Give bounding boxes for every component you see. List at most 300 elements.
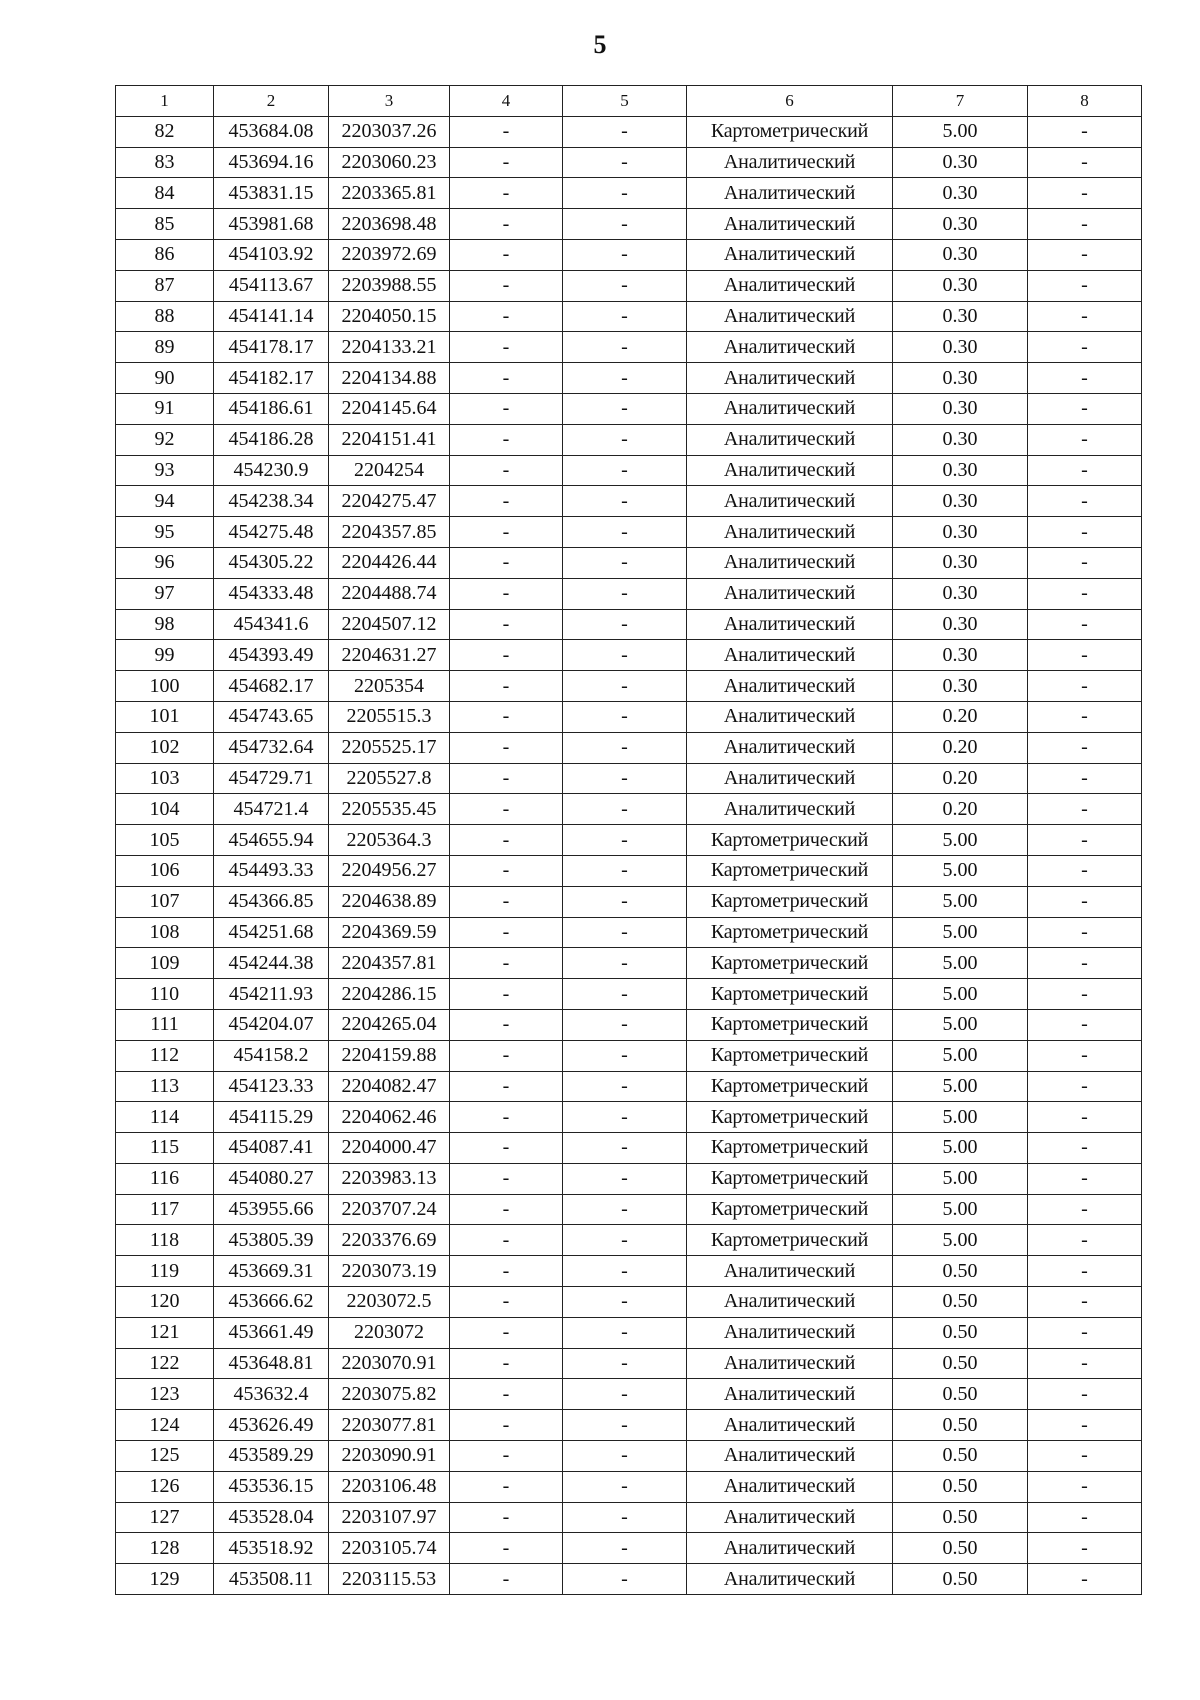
point-number-cell: 126	[116, 1471, 214, 1502]
table-row	[116, 1102, 1142, 1133]
column-5-cell: -	[563, 547, 687, 578]
point-number-cell: 128	[116, 1533, 214, 1564]
column-5-cell: -	[563, 732, 687, 763]
y-coordinate-cell: 2203115.53	[329, 1564, 450, 1595]
column-5-cell: -	[563, 1441, 687, 1472]
column-5-cell: -	[563, 701, 687, 732]
column-4-cell: -	[450, 825, 563, 856]
point-number-cell: 115	[116, 1133, 214, 1164]
table-row	[116, 732, 1142, 763]
y-coordinate-cell: 2203037.26	[329, 116, 450, 147]
accuracy-cell: 0.30	[893, 547, 1028, 578]
table-row	[116, 855, 1142, 886]
column-4-cell: -	[450, 1471, 563, 1502]
x-coordinate-cell: 454493.33	[214, 855, 329, 886]
y-coordinate-cell: 2204956.27	[329, 855, 450, 886]
x-coordinate-cell: 454238.34	[214, 486, 329, 517]
column-5-cell: -	[563, 393, 687, 424]
method-cell: Аналитический	[687, 1502, 893, 1533]
column-8-cell: -	[1028, 178, 1142, 209]
accuracy-cell: 5.00	[893, 1102, 1028, 1133]
column-4-cell: -	[450, 1163, 563, 1194]
column-8-cell: -	[1028, 1194, 1142, 1225]
y-coordinate-cell: 2204488.74	[329, 578, 450, 609]
column-header-1: 1	[116, 86, 214, 117]
table-row	[116, 455, 1142, 486]
table-row	[116, 1256, 1142, 1287]
x-coordinate-cell: 454182.17	[214, 363, 329, 394]
table-row	[116, 917, 1142, 948]
table-row	[116, 1133, 1142, 1164]
y-coordinate-cell: 2203072.5	[329, 1287, 450, 1318]
accuracy-cell: 5.00	[893, 1194, 1028, 1225]
accuracy-cell: 0.30	[893, 147, 1028, 178]
column-5-cell: -	[563, 855, 687, 886]
column-5-cell: -	[563, 825, 687, 856]
y-coordinate-cell: 2204286.15	[329, 979, 450, 1010]
column-8-cell: -	[1028, 1040, 1142, 1071]
table-row	[116, 517, 1142, 548]
y-coordinate-cell: 2204357.81	[329, 948, 450, 979]
column-8-cell: -	[1028, 640, 1142, 671]
method-cell: Аналитический	[687, 763, 893, 794]
accuracy-cell: 5.00	[893, 1133, 1028, 1164]
table-row	[116, 363, 1142, 394]
column-4-cell: -	[450, 209, 563, 240]
y-coordinate-cell: 2204134.88	[329, 363, 450, 394]
y-coordinate-cell: 2205535.45	[329, 794, 450, 825]
x-coordinate-cell: 453661.49	[214, 1317, 329, 1348]
column-8-cell: -	[1028, 855, 1142, 886]
y-coordinate-cell: 2203365.81	[329, 178, 450, 209]
point-number-cell: 92	[116, 424, 214, 455]
column-4-cell: -	[450, 701, 563, 732]
method-cell: Картометрический	[687, 855, 893, 886]
table-row	[116, 1379, 1142, 1410]
column-4-cell: -	[450, 886, 563, 917]
x-coordinate-cell: 453589.29	[214, 1441, 329, 1472]
table-body	[116, 116, 1142, 1594]
table-row	[116, 301, 1142, 332]
y-coordinate-cell: 2204357.85	[329, 517, 450, 548]
header-row	[116, 86, 1142, 117]
table-row	[116, 147, 1142, 178]
method-cell: Аналитический	[687, 239, 893, 270]
column-8-cell: -	[1028, 732, 1142, 763]
y-coordinate-cell: 2203072	[329, 1317, 450, 1348]
method-cell: Аналитический	[687, 332, 893, 363]
table-row	[116, 948, 1142, 979]
table-row	[116, 701, 1142, 732]
table-row	[116, 1441, 1142, 1472]
column-4-cell: -	[450, 609, 563, 640]
column-8-cell: -	[1028, 1009, 1142, 1040]
coordinates-table	[115, 85, 1142, 1595]
column-8-cell: -	[1028, 1071, 1142, 1102]
x-coordinate-cell: 454655.94	[214, 825, 329, 856]
table-row	[116, 116, 1142, 147]
column-4-cell: -	[450, 578, 563, 609]
table-row	[116, 1502, 1142, 1533]
x-coordinate-cell: 453632.4	[214, 1379, 329, 1410]
y-coordinate-cell: 2205364.3	[329, 825, 450, 856]
x-coordinate-cell: 454393.49	[214, 640, 329, 671]
accuracy-cell: 0.30	[893, 578, 1028, 609]
accuracy-cell: 5.00	[893, 979, 1028, 1010]
x-coordinate-cell: 454333.48	[214, 578, 329, 609]
x-coordinate-cell: 454141.14	[214, 301, 329, 332]
column-4-cell: -	[450, 1379, 563, 1410]
column-4-cell: -	[450, 1317, 563, 1348]
accuracy-cell: 0.30	[893, 517, 1028, 548]
table-row	[116, 1410, 1142, 1441]
point-number-cell: 129	[116, 1564, 214, 1595]
column-5-cell: -	[563, 1163, 687, 1194]
column-5-cell: -	[563, 178, 687, 209]
point-number-cell: 112	[116, 1040, 214, 1071]
accuracy-cell: 0.50	[893, 1379, 1028, 1410]
column-4-cell: -	[450, 671, 563, 702]
column-5-cell: -	[563, 794, 687, 825]
column-5-cell: -	[563, 1348, 687, 1379]
point-number-cell: 95	[116, 517, 214, 548]
column-header-8: 8	[1028, 86, 1142, 117]
method-cell: Картометрический	[687, 917, 893, 948]
column-4-cell: -	[450, 1225, 563, 1256]
method-cell: Аналитический	[687, 794, 893, 825]
y-coordinate-cell: 2204082.47	[329, 1071, 450, 1102]
column-8-cell: -	[1028, 1163, 1142, 1194]
y-coordinate-cell: 2203988.55	[329, 270, 450, 301]
y-coordinate-cell: 2203972.69	[329, 239, 450, 270]
column-5-cell: -	[563, 671, 687, 702]
column-4-cell: -	[450, 1071, 563, 1102]
x-coordinate-cell: 453518.92	[214, 1533, 329, 1564]
column-5-cell: -	[563, 763, 687, 794]
y-coordinate-cell: 2203107.97	[329, 1502, 450, 1533]
column-4-cell: -	[450, 239, 563, 270]
column-5-cell: -	[563, 363, 687, 394]
y-coordinate-cell: 2205354	[329, 671, 450, 702]
x-coordinate-cell: 453981.68	[214, 209, 329, 240]
method-cell: Аналитический	[687, 178, 893, 209]
column-8-cell: -	[1028, 578, 1142, 609]
point-number-cell: 89	[116, 332, 214, 363]
column-8-cell: -	[1028, 825, 1142, 856]
accuracy-cell: 0.20	[893, 794, 1028, 825]
method-cell: Картометрический	[687, 1133, 893, 1164]
method-cell: Аналитический	[687, 1441, 893, 1472]
accuracy-cell: 5.00	[893, 116, 1028, 147]
column-4-cell: -	[450, 1410, 563, 1441]
column-8-cell: -	[1028, 517, 1142, 548]
column-5-cell: -	[563, 886, 687, 917]
accuracy-cell: 0.30	[893, 671, 1028, 702]
table-row	[116, 1533, 1142, 1564]
accuracy-cell: 0.30	[893, 178, 1028, 209]
point-number-cell: 100	[116, 671, 214, 702]
x-coordinate-cell: 454080.27	[214, 1163, 329, 1194]
column-8-cell: -	[1028, 1317, 1142, 1348]
column-8-cell: -	[1028, 239, 1142, 270]
point-number-cell: 109	[116, 948, 214, 979]
accuracy-cell: 0.20	[893, 701, 1028, 732]
column-header-7: 7	[893, 86, 1028, 117]
accuracy-cell: 0.30	[893, 393, 1028, 424]
x-coordinate-cell: 454113.67	[214, 270, 329, 301]
table-row	[116, 671, 1142, 702]
x-coordinate-cell: 454251.68	[214, 917, 329, 948]
table-row	[116, 763, 1142, 794]
table-row	[116, 393, 1142, 424]
column-8-cell: -	[1028, 1102, 1142, 1133]
point-number-cell: 97	[116, 578, 214, 609]
method-cell: Аналитический	[687, 1317, 893, 1348]
accuracy-cell: 0.30	[893, 609, 1028, 640]
accuracy-cell: 0.30	[893, 363, 1028, 394]
y-coordinate-cell: 2203698.48	[329, 209, 450, 240]
accuracy-cell: 0.50	[893, 1348, 1028, 1379]
point-number-cell: 110	[116, 979, 214, 1010]
column-5-cell: -	[563, 1317, 687, 1348]
method-cell: Аналитический	[687, 1379, 893, 1410]
column-8-cell: -	[1028, 547, 1142, 578]
point-number-cell: 111	[116, 1009, 214, 1040]
point-number-cell: 127	[116, 1502, 214, 1533]
column-4-cell: -	[450, 517, 563, 548]
y-coordinate-cell: 2203105.74	[329, 1533, 450, 1564]
method-cell: Картометрический	[687, 1009, 893, 1040]
method-cell: Аналитический	[687, 701, 893, 732]
accuracy-cell: 5.00	[893, 1225, 1028, 1256]
column-header-6: 6	[687, 86, 893, 117]
column-4-cell: -	[450, 917, 563, 948]
method-cell: Картометрический	[687, 1040, 893, 1071]
x-coordinate-cell: 453536.15	[214, 1471, 329, 1502]
accuracy-cell: 5.00	[893, 917, 1028, 948]
column-4-cell: -	[450, 640, 563, 671]
column-4-cell: -	[450, 1133, 563, 1164]
y-coordinate-cell: 2204000.47	[329, 1133, 450, 1164]
method-cell: Аналитический	[687, 1564, 893, 1595]
point-number-cell: 93	[116, 455, 214, 486]
accuracy-cell: 0.20	[893, 763, 1028, 794]
accuracy-cell: 0.30	[893, 486, 1028, 517]
accuracy-cell: 0.30	[893, 455, 1028, 486]
column-4-cell: -	[450, 332, 563, 363]
column-8-cell: -	[1028, 701, 1142, 732]
method-cell: Аналитический	[687, 578, 893, 609]
column-4-cell: -	[450, 1348, 563, 1379]
column-8-cell: -	[1028, 1502, 1142, 1533]
column-5-cell: -	[563, 424, 687, 455]
method-cell: Картометрический	[687, 116, 893, 147]
column-header-4: 4	[450, 86, 563, 117]
method-cell: Аналитический	[687, 609, 893, 640]
point-number-cell: 116	[116, 1163, 214, 1194]
column-4-cell: -	[450, 147, 563, 178]
column-header-5: 5	[563, 86, 687, 117]
column-5-cell: -	[563, 1256, 687, 1287]
column-4-cell: -	[450, 763, 563, 794]
table-row	[116, 1564, 1142, 1595]
point-number-cell: 85	[116, 209, 214, 240]
y-coordinate-cell: 2204265.04	[329, 1009, 450, 1040]
column-8-cell: -	[1028, 917, 1142, 948]
method-cell: Картометрический	[687, 1102, 893, 1133]
table-row	[116, 886, 1142, 917]
table-row	[116, 640, 1142, 671]
point-number-cell: 122	[116, 1348, 214, 1379]
accuracy-cell: 5.00	[893, 886, 1028, 917]
y-coordinate-cell: 2204062.46	[329, 1102, 450, 1133]
y-coordinate-cell: 2203707.24	[329, 1194, 450, 1225]
table-row	[116, 209, 1142, 240]
method-cell: Аналитический	[687, 486, 893, 517]
point-number-cell: 105	[116, 825, 214, 856]
y-coordinate-cell: 2203070.91	[329, 1348, 450, 1379]
point-number-cell: 98	[116, 609, 214, 640]
column-4-cell: -	[450, 979, 563, 1010]
point-number-cell: 121	[116, 1317, 214, 1348]
x-coordinate-cell: 454123.33	[214, 1071, 329, 1102]
accuracy-cell: 5.00	[893, 825, 1028, 856]
column-5-cell: -	[563, 332, 687, 363]
column-4-cell: -	[450, 178, 563, 209]
column-8-cell: -	[1028, 1348, 1142, 1379]
column-8-cell: -	[1028, 301, 1142, 332]
point-number-cell: 91	[116, 393, 214, 424]
table-row	[116, 1287, 1142, 1318]
accuracy-cell: 0.50	[893, 1256, 1028, 1287]
column-5-cell: -	[563, 455, 687, 486]
column-4-cell: -	[450, 1256, 563, 1287]
accuracy-cell: 0.30	[893, 424, 1028, 455]
x-coordinate-cell: 453626.49	[214, 1410, 329, 1441]
y-coordinate-cell: 2205527.8	[329, 763, 450, 794]
column-5-cell: -	[563, 609, 687, 640]
column-5-cell: -	[563, 1471, 687, 1502]
point-number-cell: 99	[116, 640, 214, 671]
method-cell: Аналитический	[687, 1533, 893, 1564]
method-cell: Аналитический	[687, 1287, 893, 1318]
table-row	[116, 1163, 1142, 1194]
x-coordinate-cell: 453684.08	[214, 116, 329, 147]
column-4-cell: -	[450, 547, 563, 578]
table-row	[116, 1317, 1142, 1348]
y-coordinate-cell: 2203983.13	[329, 1163, 450, 1194]
column-8-cell: -	[1028, 763, 1142, 794]
x-coordinate-cell: 454211.93	[214, 979, 329, 1010]
column-4-cell: -	[450, 1009, 563, 1040]
table-row	[116, 270, 1142, 301]
method-cell: Картометрический	[687, 825, 893, 856]
y-coordinate-cell: 2203106.48	[329, 1471, 450, 1502]
accuracy-cell: 0.50	[893, 1317, 1028, 1348]
column-5-cell: -	[563, 1533, 687, 1564]
column-4-cell: -	[450, 794, 563, 825]
table-row	[116, 547, 1142, 578]
x-coordinate-cell: 454103.92	[214, 239, 329, 270]
point-number-cell: 119	[116, 1256, 214, 1287]
table-row	[116, 1071, 1142, 1102]
table-row	[116, 332, 1142, 363]
method-cell: Аналитический	[687, 1256, 893, 1287]
method-cell: Аналитический	[687, 671, 893, 702]
method-cell: Аналитический	[687, 547, 893, 578]
column-8-cell: -	[1028, 1256, 1142, 1287]
x-coordinate-cell: 454732.64	[214, 732, 329, 763]
accuracy-cell: 0.50	[893, 1502, 1028, 1533]
accuracy-cell: 5.00	[893, 1071, 1028, 1102]
column-4-cell: -	[450, 363, 563, 394]
accuracy-cell: 0.30	[893, 209, 1028, 240]
column-8-cell: -	[1028, 147, 1142, 178]
column-4-cell: -	[450, 1564, 563, 1595]
page-number: 5	[593, 30, 607, 59]
column-5-cell: -	[563, 1410, 687, 1441]
y-coordinate-cell: 2204145.64	[329, 393, 450, 424]
column-5-cell: -	[563, 948, 687, 979]
column-header-2: 2	[214, 86, 329, 117]
method-cell: Картометрический	[687, 1163, 893, 1194]
point-number-cell: 88	[116, 301, 214, 332]
column-4-cell: -	[450, 1040, 563, 1071]
column-5-cell: -	[563, 640, 687, 671]
column-5-cell: -	[563, 917, 687, 948]
x-coordinate-cell: 454275.48	[214, 517, 329, 548]
column-5-cell: -	[563, 147, 687, 178]
table-row	[116, 825, 1142, 856]
point-number-cell: 94	[116, 486, 214, 517]
x-coordinate-cell: 454087.41	[214, 1133, 329, 1164]
y-coordinate-cell: 2205525.17	[329, 732, 450, 763]
accuracy-cell: 5.00	[893, 1009, 1028, 1040]
column-5-cell: -	[563, 1287, 687, 1318]
column-5-cell: -	[563, 301, 687, 332]
x-coordinate-cell: 454743.65	[214, 701, 329, 732]
column-5-cell: -	[563, 239, 687, 270]
column-4-cell: -	[450, 1194, 563, 1225]
method-cell: Аналитический	[687, 517, 893, 548]
method-cell: Аналитический	[687, 732, 893, 763]
x-coordinate-cell: 454341.6	[214, 609, 329, 640]
point-number-cell: 124	[116, 1410, 214, 1441]
accuracy-cell: 0.30	[893, 332, 1028, 363]
table-row	[116, 1348, 1142, 1379]
column-4-cell: -	[450, 948, 563, 979]
column-8-cell: -	[1028, 886, 1142, 917]
method-cell: Аналитический	[687, 424, 893, 455]
column-5-cell: -	[563, 1071, 687, 1102]
column-4-cell: -	[450, 1533, 563, 1564]
column-5-cell: -	[563, 1194, 687, 1225]
accuracy-cell: 0.20	[893, 732, 1028, 763]
point-number-cell: 90	[116, 363, 214, 394]
column-8-cell: -	[1028, 671, 1142, 702]
y-coordinate-cell: 2203075.82	[329, 1379, 450, 1410]
accuracy-cell: 0.50	[893, 1287, 1028, 1318]
table-row	[116, 1194, 1142, 1225]
point-number-cell: 106	[116, 855, 214, 886]
y-coordinate-cell: 2203073.19	[329, 1256, 450, 1287]
point-number-cell: 101	[116, 701, 214, 732]
column-4-cell: -	[450, 486, 563, 517]
column-4-cell: -	[450, 1502, 563, 1533]
x-coordinate-cell: 453648.81	[214, 1348, 329, 1379]
y-coordinate-cell: 2204426.44	[329, 547, 450, 578]
column-8-cell: -	[1028, 1533, 1142, 1564]
